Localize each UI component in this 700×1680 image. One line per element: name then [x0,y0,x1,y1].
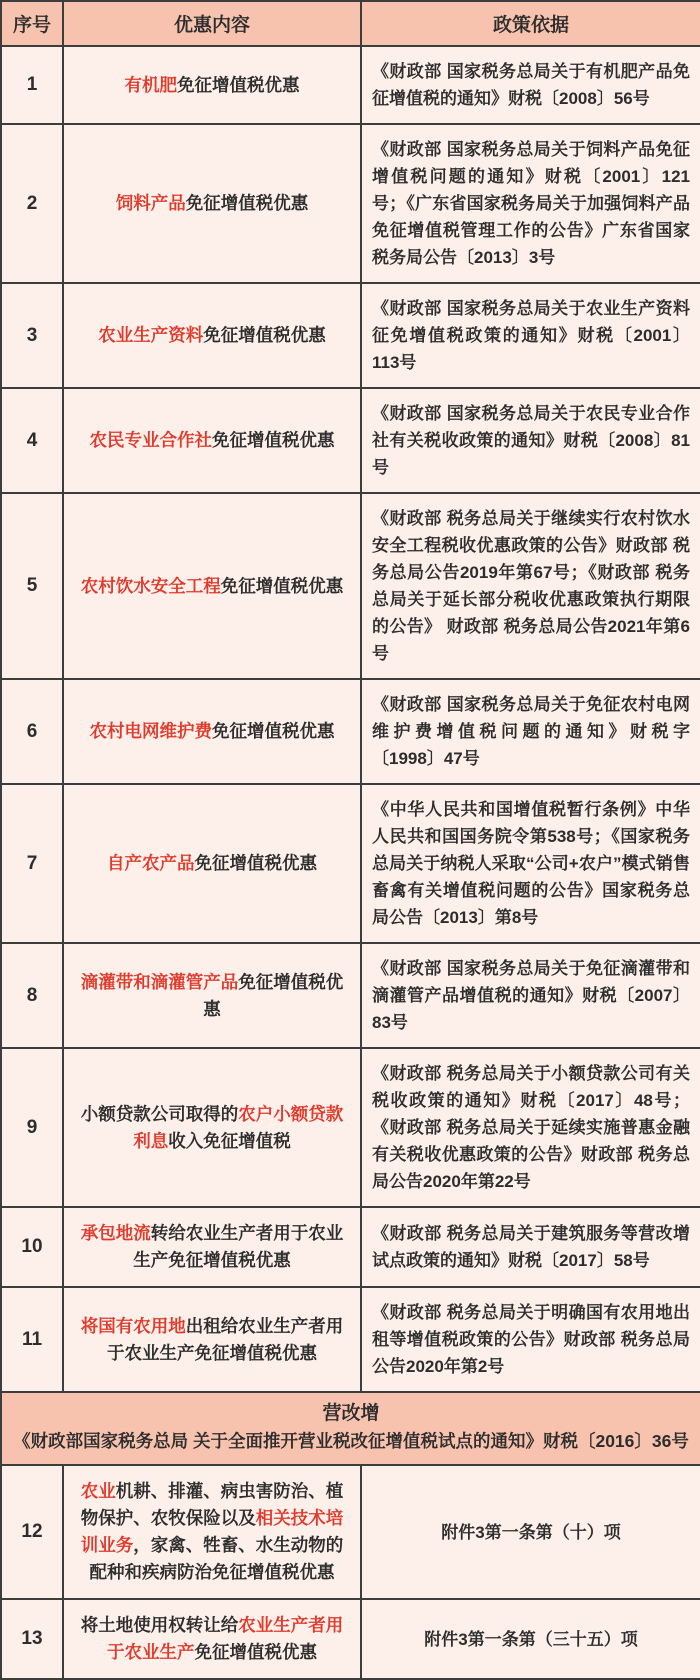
highlighted-keyword: 农村电网维护费 [89,721,212,741]
row-number: 11 [1,1287,63,1392]
header-benefit-content: 优惠内容 [63,1,361,46]
benefit-text: 小额贷款公司取得的 [80,1103,239,1124]
highlighted-keyword: 农业 [80,1481,116,1501]
policy-basis-cell: 附件3第一条第（十）项 [361,1465,700,1599]
benefit-text: 免征增值税优惠 [212,430,335,450]
benefit-content-cell [63,283,361,388]
benefit-text: 免征增值税优惠 [177,74,300,95]
highlighted-keyword: 将国有农用地 [80,1315,186,1336]
highlighted-keyword: 自产农产品 [107,853,195,873]
table-header [1,1,700,46]
benefit-text: 免征增值税优惠 [185,193,309,213]
benefit-content-cell [63,493,361,679]
table-row [1,784,700,943]
benefit-content-cell [63,784,361,943]
policy-basis-cell: 《财政部 国家税务总局关于饲料产品免征增值税问题的通知》财税〔2001〕121号；《广东省国家税务局关于加强饲料产品免征增值税管理工作的公告》广东省国家税务局公告〔2013〕3号 [361,124,700,283]
policy-basis-cell: 《中华人民共和国增值税暂行条例》中华人民共和国国务院令第538号；《国家税务总局关于纳税人采取“公司+农户”模式销售畜禽有关增值税问题的公告》国家税务总局公告〔2013〕第8号 [361,784,700,943]
row-number: 2 [1,124,63,283]
yingaizeng-banner-cell [1,1392,700,1465]
table-row [1,1048,700,1207]
rows-section-main [1,46,700,1392]
benefit-text: 免征增值税优惠 [194,1642,317,1662]
header-serial-number: 序号 [1,1,63,46]
table-row [1,124,700,283]
benefit-content-cell [63,46,361,124]
policy-basis-cell: 《财政部 税务总局关于继续实行农村饮水安全工程税收优惠政策的公告》财政部 税务总局公告2019年第67号；《财政部 税务总局关于延长部分税收优惠政策执行期限的公告》 财政部 税务总局公告2021年第6号 [361,493,700,679]
policy-basis-cell: 附件3第一条第（三十五）项 [361,1599,700,1679]
highlighted-keyword: 滴灌带和滴灌管产品 [80,971,239,992]
highlighted-keyword: 饲料产品 [115,193,186,213]
header-policy-basis: 政策依据 [361,1,700,46]
row-number: 10 [1,1207,63,1287]
benefit-content-cell [63,943,361,1048]
benefit-content-cell [63,1207,361,1287]
row-number: 3 [1,283,63,388]
highlighted-keyword: 农村饮水安全工程 [80,575,221,596]
benefit-content-cell [63,1048,361,1207]
table-row [1,283,700,388]
highlighted-keyword: 农民专业合作社 [89,430,212,450]
benefit-text: 免征增值税优惠 [220,575,344,596]
benefit-content-cell [63,679,361,784]
benefit-text: 机耕、排灌、病虫害防治、植物保护、农牧保险以及 [80,1481,344,1528]
highlighted-keyword: 农户小额贷款利息 [133,1103,344,1151]
row-number: 4 [1,388,63,493]
benefit-text: 免征增值税优惠 [212,721,335,741]
table-row [1,493,700,679]
policy-basis-cell: 《财政部 税务总局关于建筑服务等营改增试点政策的通知》财税〔2017〕58号 [361,1207,700,1287]
banner-section [1,1392,700,1465]
rows-section-yingaizeng [1,1465,700,1679]
benefit-content-cell [63,1599,361,1679]
policy-basis-cell: 《财政部 国家税务总局关于免征滴灌带和滴灌管产品增值税的通知》财税〔2007〕83号 [361,943,700,1048]
table-row [1,943,700,1048]
policy-basis-cell: 《财政部 国家税务总局关于有机肥产品免征增值税的通知》财税〔2008〕56号 [361,46,700,124]
policy-basis-cell: 《财政部 税务总局关于小额贷款公司有关税收政策的通知》财税〔2017〕48号；《财政部 税务总局关于延续实施普惠金融有关税收优惠政策的公告》财政部 税务总局公告2020年第22号 [361,1048,700,1207]
highlighted-keyword: 相关技术培训业务 [80,1508,344,1555]
row-number: 8 [1,943,63,1048]
benefit-text: 免征增值税优惠 [203,325,326,345]
benefit-content-cell [63,124,361,283]
banner-title: 营改增 [322,1403,380,1424]
highlighted-keyword: 承包地流 [80,1223,151,1243]
benefit-text: 出租给农业生产者用于农业生产免征增值税优惠 [107,1315,344,1363]
row-number: 5 [1,493,63,679]
table-row [1,388,700,493]
table-row [1,1599,700,1679]
banner-subtitle: 《财政部国家税务总局 关于全面推开营业税改征增值税试点的通知》财税〔2016〕36号 [13,1431,689,1451]
header-row [1,1,700,46]
benefit-content-cell [63,1287,361,1392]
benefit-text: 收入免征增值税 [168,1130,291,1151]
banner-row [1,1392,700,1465]
highlighted-keyword: 农业生产资料 [98,325,204,345]
policy-basis-cell: 《财政部 国家税务总局关于农民专业合作社有关税收政策的通知》财税〔2008〕81号 [361,388,700,493]
policy-basis-cell: 《财政部 国家税务总局关于农业生产资料征免增值税政策的通知》财税〔2001〕113号 [361,283,700,388]
benefit-content-cell [63,1465,361,1599]
benefit-text: ，家禽、牲畜、水生动物的配种和疾病防治免征增值税优惠 [89,1535,344,1582]
benefit-text: 将土地使用权转让给 [80,1615,239,1635]
table-row [1,1287,700,1392]
row-number: 13 [1,1599,63,1679]
row-number: 1 [1,46,63,124]
row-number: 6 [1,679,63,784]
benefit-text: 转给农业生产者用于农业生产免征增值税优惠 [133,1223,344,1270]
row-number: 12 [1,1465,63,1599]
highlighted-keyword: 有机肥 [124,74,177,95]
table-row [1,46,700,124]
benefit-content-cell [63,388,361,493]
table-row [1,1207,700,1287]
table-row [1,679,700,784]
benefit-text: 免征增值税优惠 [203,971,344,1019]
row-number: 7 [1,784,63,943]
row-number: 9 [1,1048,63,1207]
policy-basis-cell: 《财政部 税务总局关于明确国有农用地出租等增值税政策的公告》财政部 税务总局公告2020年第2号 [361,1287,700,1392]
highlighted-keyword: 农业生产者用于农业生产 [107,1615,344,1662]
policy-basis-cell: 《财政部 国家税务总局关于免征农村电网维护费增值税问题的通知》财税字〔1998〕47号 [361,679,700,784]
benefit-text: 免征增值税优惠 [194,853,317,873]
table-row [1,1465,700,1599]
